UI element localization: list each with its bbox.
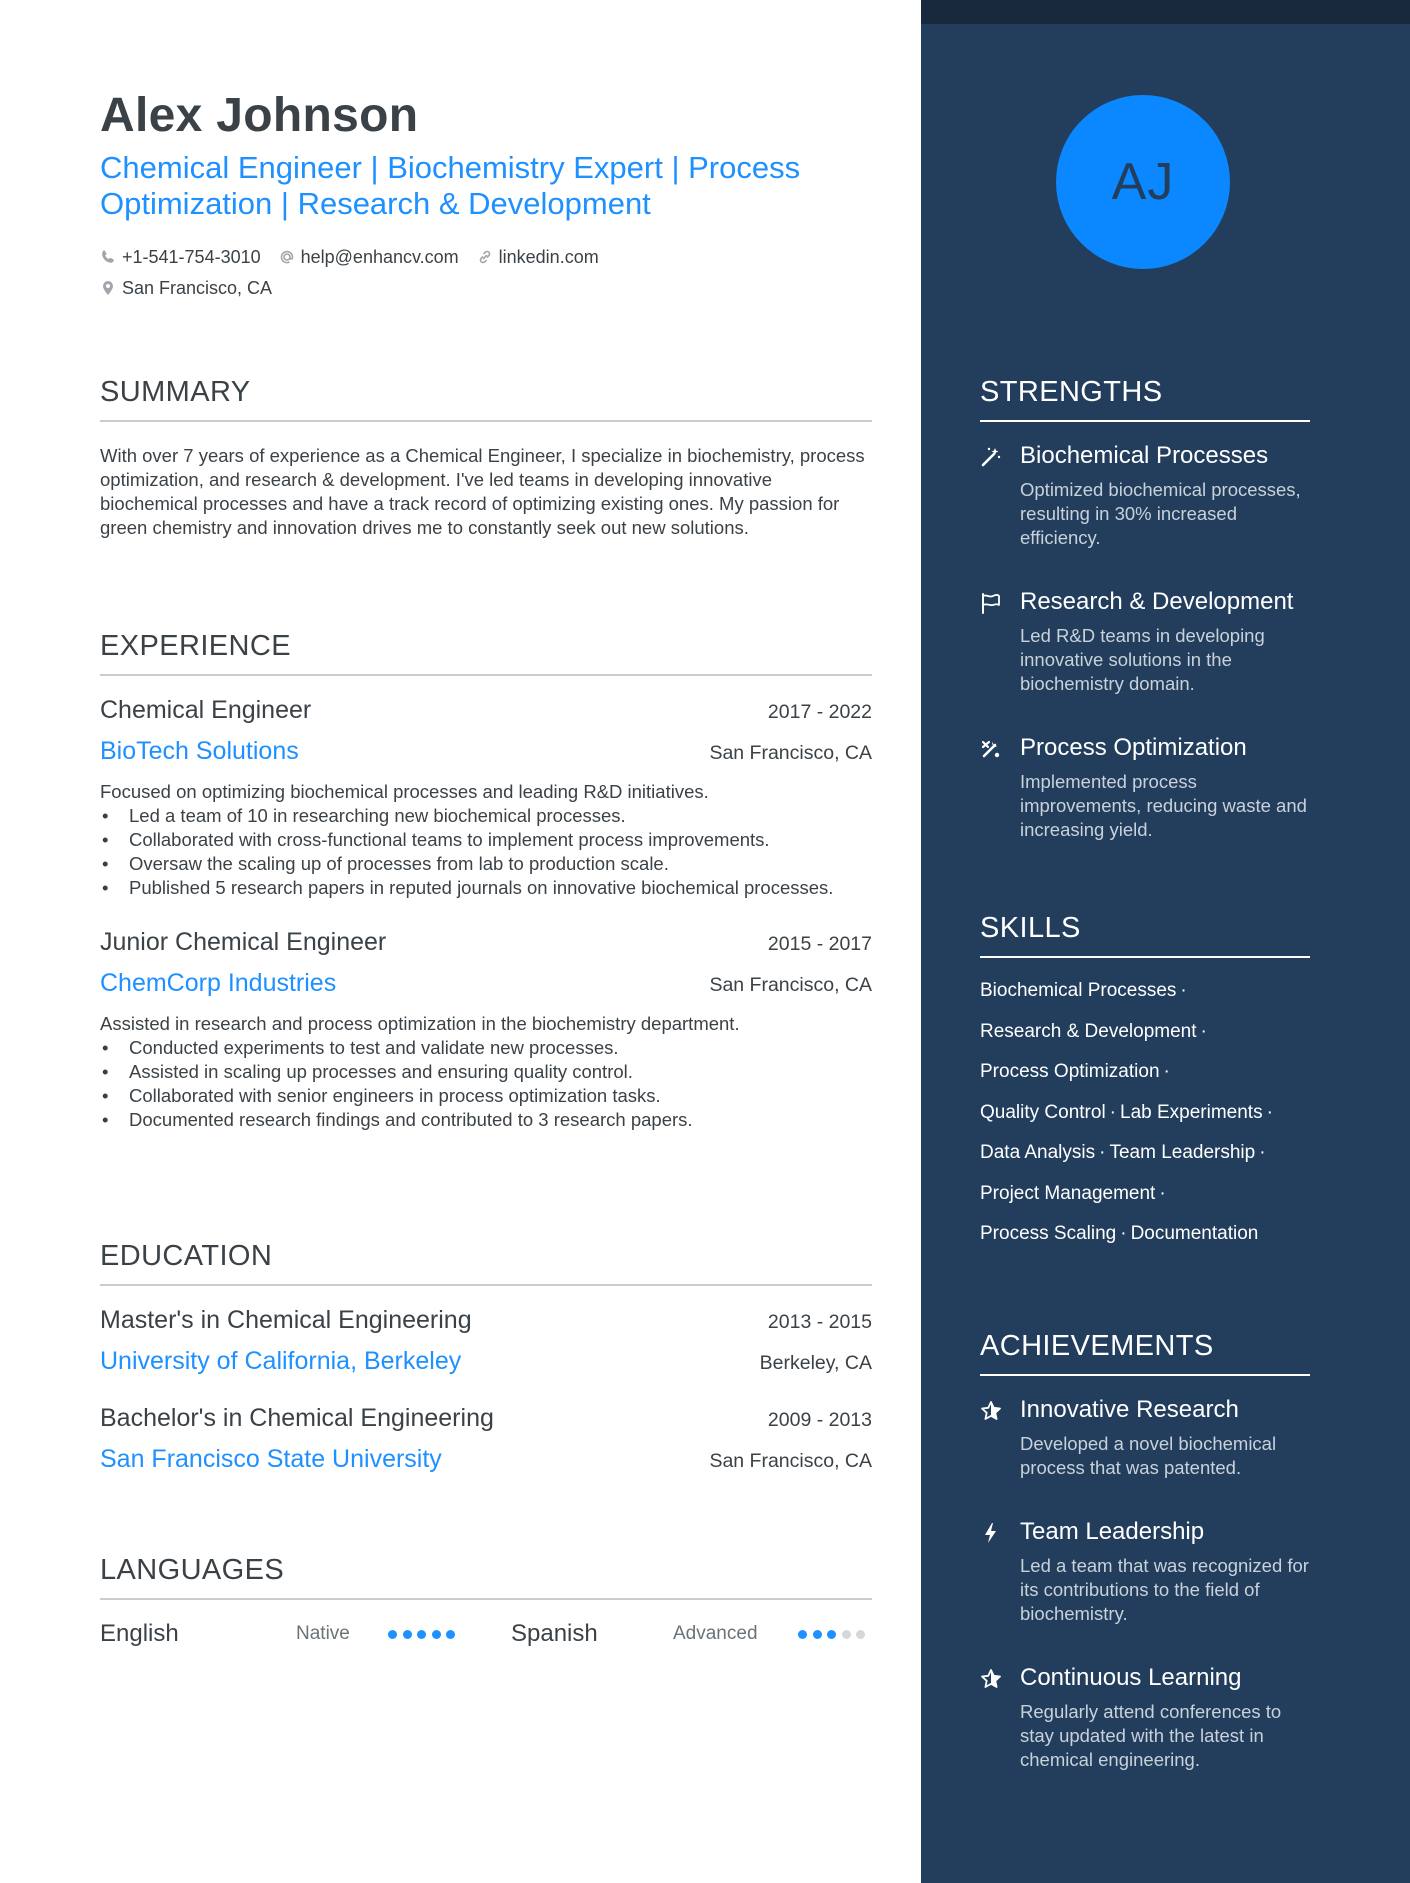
link-icon bbox=[477, 249, 493, 265]
education-title: EDUCATION bbox=[100, 1240, 273, 1272]
phone-text: +1-541-754-3010 bbox=[122, 246, 261, 267]
phone-icon bbox=[100, 249, 116, 265]
language-name: English bbox=[100, 1620, 179, 1647]
skill-tag: Team Leadership bbox=[1109, 1142, 1256, 1163]
language-item bbox=[511, 1620, 871, 1648]
divider bbox=[980, 1374, 1310, 1376]
experience-title: EXPERIENCE bbox=[100, 630, 291, 662]
star-icon bbox=[980, 1400, 1002, 1422]
skill-tag: Process Optimization bbox=[980, 1061, 1160, 1082]
language-rating bbox=[388, 1630, 461, 1639]
skills-line bbox=[980, 1181, 1310, 1222]
location-pin-icon bbox=[100, 280, 116, 296]
skill-separator: · bbox=[1159, 1182, 1166, 1204]
email-text: help@enhancv.com bbox=[300, 246, 459, 267]
bullet-item: • Collaborated with cross-functional teams to implement process improvements. bbox=[100, 828, 872, 852]
bullet-item: • Conducted experiments to test and validate new processes. bbox=[100, 1036, 872, 1060]
strength-description: Optimized biochemical processes, resulting in 30% increased efficiency. bbox=[1020, 479, 1301, 548]
achievement-description: Regularly attend conferences to stay updated with the latest in chemical engineering. bbox=[1020, 1701, 1282, 1770]
skill-tag: Research & Development bbox=[980, 1020, 1197, 1042]
job-title: Chemical Engineer bbox=[100, 696, 312, 724]
location-text: San Francisco, CA bbox=[122, 277, 273, 298]
lightning-icon bbox=[980, 1522, 1002, 1544]
skills-list bbox=[980, 978, 1310, 1262]
skills-line bbox=[980, 1019, 1310, 1060]
job-bullets bbox=[100, 804, 872, 900]
languages-title: LANGUAGES bbox=[100, 1554, 285, 1586]
contact-info bbox=[100, 244, 617, 306]
skill-separator: · bbox=[1259, 1142, 1266, 1163]
sidebar-top-band bbox=[921, 0, 1410, 24]
skills-line bbox=[980, 978, 1310, 1019]
skill-separator: · bbox=[1180, 980, 1187, 1001]
degree-title: Master's in Chemical Engineering bbox=[100, 1306, 472, 1334]
job-location: San Francisco, CA bbox=[709, 974, 872, 996]
strength-item bbox=[980, 442, 1310, 550]
job-description: Assisted in research and process optimization in the biochemistry department. bbox=[100, 1013, 740, 1034]
bullet-item: • Documented research findings and contributed to 3 research papers. bbox=[100, 1108, 872, 1132]
skill-tag: Quality Control bbox=[980, 1101, 1106, 1123]
achievement-description: Led a team that was recognized for its contributions to the field of biochemistry. bbox=[1020, 1555, 1309, 1624]
skill-separator: · bbox=[1200, 1020, 1207, 1042]
rating-dot-filled bbox=[827, 1630, 836, 1639]
company-name[interactable]: ChemCorp Industries bbox=[100, 969, 337, 997]
divider bbox=[100, 1284, 872, 1286]
experience-entry bbox=[100, 928, 872, 1132]
rating-dot-empty bbox=[856, 1630, 865, 1639]
job-bullets bbox=[100, 1036, 872, 1132]
candidate-name: Alex Johnson bbox=[100, 89, 419, 142]
job-description: Focused on optimizing biochemical processes and leading R&D initiatives. bbox=[100, 781, 709, 802]
achievements-section bbox=[980, 1330, 1310, 1772]
skill-tag: Documentation bbox=[1130, 1223, 1259, 1244]
headline: Chemical Engineer | Biochemistry Expert | Process Optimization | Research & Development bbox=[100, 150, 801, 221]
skill-separator: · bbox=[1109, 1101, 1116, 1123]
flag-icon bbox=[980, 592, 1002, 614]
skill-tag: Data Analysis bbox=[980, 1142, 1096, 1163]
summary-text: With over 7 years of experience as a Chemical Engineer, I specialize in biochemistry, process optimization, and research & development. I've led teams in developing innovative biochemical processes and have a track record of optimizing existing ones. My passion for green chemistry and innovation drives me to constantly seek out new solutions. bbox=[100, 445, 865, 538]
rating-dot-filled bbox=[417, 1630, 426, 1639]
achievement-title: Innovative Research bbox=[1020, 1396, 1239, 1423]
school-name[interactable]: University of California, Berkeley bbox=[100, 1347, 462, 1375]
achievement-title: Continuous Learning bbox=[1020, 1664, 1242, 1691]
job-dates: 2017 - 2022 bbox=[767, 701, 872, 723]
tools-icon bbox=[980, 738, 1002, 760]
experience-section bbox=[100, 630, 872, 1132]
language-level: Native bbox=[296, 1623, 350, 1644]
experience-entry bbox=[100, 696, 872, 900]
skill-tag: Biochemical Processes bbox=[980, 980, 1177, 1001]
skills-line bbox=[980, 1140, 1310, 1181]
school-name[interactable]: San Francisco State University bbox=[100, 1445, 442, 1473]
strengths-section bbox=[980, 376, 1310, 842]
skills-title: SKILLS bbox=[980, 912, 1081, 944]
email-contact[interactable] bbox=[279, 247, 459, 268]
strength-item bbox=[980, 734, 1310, 842]
strengths-title: STRENGTHS bbox=[980, 376, 1163, 408]
education-entry bbox=[100, 1404, 872, 1474]
job-location: San Francisco, CA bbox=[709, 742, 872, 764]
avatar: AJ bbox=[1056, 95, 1230, 269]
achievement-description: Developed a novel biochemical process that was patented. bbox=[1020, 1433, 1277, 1478]
website-text: linkedin.com bbox=[498, 246, 599, 267]
bullet-item: • Collaborated with senior engineers in process optimization tasks. bbox=[100, 1084, 872, 1108]
languages-section bbox=[100, 1554, 872, 1648]
language-level: Advanced bbox=[673, 1623, 758, 1644]
bullet-item: • Oversaw the scaling up of processes from lab to production scale. bbox=[100, 852, 872, 876]
divider bbox=[100, 420, 872, 422]
language-item bbox=[100, 1620, 511, 1648]
sidebar bbox=[921, 0, 1410, 1883]
job-title: Junior Chemical Engineer bbox=[100, 928, 387, 956]
summary-title: SUMMARY bbox=[100, 376, 251, 408]
divider bbox=[100, 1598, 872, 1600]
summary-section bbox=[100, 376, 872, 540]
job-dates: 2015 - 2017 bbox=[767, 933, 872, 955]
education-dates: 2013 - 2015 bbox=[767, 1311, 872, 1333]
skill-tag: Process Scaling bbox=[980, 1223, 1117, 1244]
skills-line bbox=[980, 1059, 1310, 1100]
degree-title: Bachelor's in Chemical Engineering bbox=[100, 1404, 494, 1432]
education-entry bbox=[100, 1306, 872, 1376]
rating-dot-filled bbox=[432, 1630, 441, 1639]
school-location: Berkeley, CA bbox=[759, 1352, 872, 1374]
achievements-title: ACHIEVEMENTS bbox=[980, 1330, 1214, 1362]
language-name: Spanish bbox=[511, 1620, 598, 1647]
strength-title: Biochemical Processes bbox=[1020, 442, 1269, 469]
skill-separator: · bbox=[1266, 1101, 1273, 1123]
strength-item bbox=[980, 588, 1310, 696]
rating-dot-filled bbox=[388, 1630, 397, 1639]
bullet-item: • Led a team of 10 in researching new biochemical processes. bbox=[100, 804, 872, 828]
skill-separator: · bbox=[1163, 1061, 1170, 1082]
skills-line bbox=[980, 1221, 1310, 1262]
languages-row bbox=[100, 1620, 872, 1648]
rating-dot-filled bbox=[798, 1630, 807, 1639]
company-name[interactable]: BioTech Solutions bbox=[100, 737, 299, 765]
divider bbox=[100, 674, 872, 676]
website-contact[interactable] bbox=[477, 247, 599, 268]
bullet-item: • Assisted in scaling up processes and ensuring quality control. bbox=[100, 1060, 872, 1084]
rating-dot-filled bbox=[403, 1630, 412, 1639]
school-location: San Francisco, CA bbox=[709, 1450, 872, 1472]
divider bbox=[980, 956, 1310, 958]
rating-dot-filled bbox=[813, 1630, 822, 1639]
bullet-item: • Published 5 research papers in reputed journals on innovative biochemical processes. bbox=[100, 876, 872, 900]
strength-description: Implemented process improvements, reducing waste and increasing yield. bbox=[1020, 771, 1307, 840]
strength-title: Research & Development bbox=[1020, 588, 1294, 615]
achievement-title: Team Leadership bbox=[1020, 1518, 1205, 1545]
phone-contact[interactable] bbox=[100, 247, 261, 268]
magic-wand-icon bbox=[980, 446, 1002, 468]
skill-tag: Lab Experiments bbox=[1120, 1101, 1263, 1123]
education-section bbox=[100, 1240, 872, 1474]
rating-dot-filled bbox=[446, 1630, 455, 1639]
skill-separator: · bbox=[1099, 1142, 1106, 1163]
skill-tag: Project Management bbox=[980, 1182, 1156, 1204]
skills-line bbox=[980, 1100, 1310, 1141]
star-icon bbox=[980, 1668, 1002, 1690]
strength-title: Process Optimization bbox=[1020, 734, 1247, 761]
education-dates: 2009 - 2013 bbox=[767, 1409, 872, 1431]
divider bbox=[980, 420, 1310, 422]
achievement-item bbox=[980, 1518, 1310, 1626]
rating-dot-empty bbox=[842, 1630, 851, 1639]
skills-section bbox=[980, 912, 1310, 1262]
strength-description: Led R&D teams in developing innovative solutions in the biochemistry domain. bbox=[1020, 625, 1265, 694]
location-contact bbox=[100, 278, 272, 299]
achievement-item bbox=[980, 1664, 1310, 1772]
achievement-item bbox=[980, 1396, 1310, 1480]
language-rating bbox=[798, 1630, 871, 1639]
skill-separator: · bbox=[1120, 1223, 1127, 1244]
at-icon bbox=[279, 249, 295, 265]
